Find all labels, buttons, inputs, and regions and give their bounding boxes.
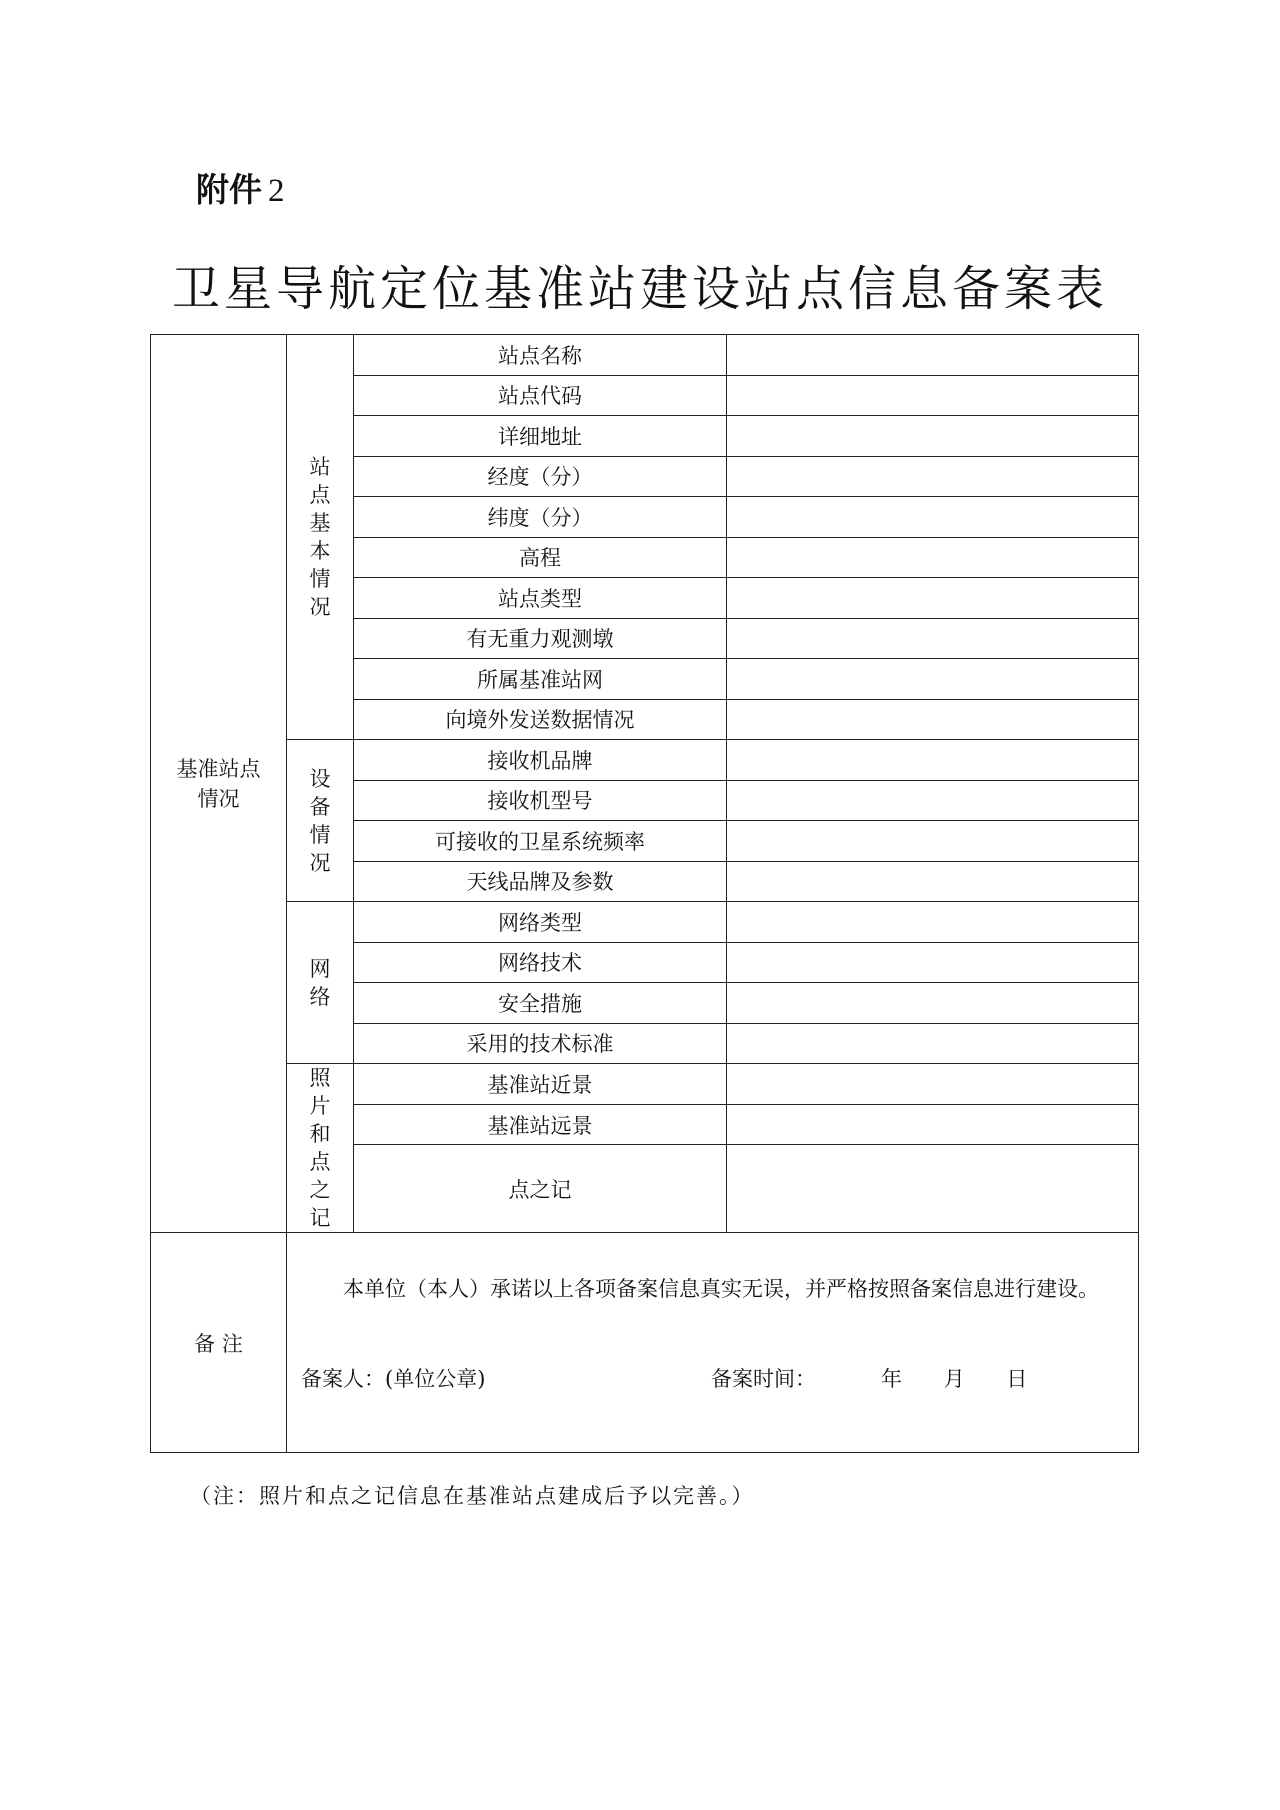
item-value-cell[interactable]: [727, 699, 1139, 740]
promise-text: 本单位（本人）承诺以上各项备案信息真实无误，并严格按照备案信息进行建设。: [343, 1277, 1099, 1301]
item-label: 站点类型: [354, 578, 727, 619]
item-label: 安全措施: [354, 983, 727, 1024]
item-label: 可接收的卫星系统频率: [354, 821, 727, 862]
remarks-label: 备 注: [194, 1331, 243, 1356]
item-value-cell[interactable]: [727, 659, 1139, 700]
item-label: 接收机型号: [354, 780, 727, 821]
item-label: 纬度（分）: [354, 497, 727, 538]
item-label: 点之记: [354, 1145, 727, 1233]
item-value-cell[interactable]: [727, 537, 1139, 578]
item-label: 经度（分）: [354, 456, 727, 497]
item-value-cell[interactable]: [727, 1145, 1139, 1233]
month-label: 月: [943, 1367, 965, 1391]
item-value-cell[interactable]: [727, 497, 1139, 538]
item-label: 网络类型: [354, 902, 727, 943]
item-value-cell[interactable]: [727, 456, 1139, 497]
record-table-body: [151, 335, 1139, 1453]
item-value-cell[interactable]: [727, 1023, 1139, 1064]
item-value-cell[interactable]: [727, 578, 1139, 619]
filing-time-label: 备案时间：: [711, 1367, 816, 1391]
footnote: （注：照片和点之记信息在基准站点建成后予以完善。）: [190, 1484, 755, 1508]
group-label: 设备情况: [309, 766, 331, 875]
item-value-cell[interactable]: [727, 780, 1139, 821]
filer-label: 备案人：(单位公章): [301, 1367, 486, 1391]
item-value-cell[interactable]: [727, 1064, 1139, 1105]
group-label: 照片和点之记: [309, 1066, 331, 1230]
group-label: 站点基本情况: [309, 455, 331, 619]
attachment-label: [196, 164, 285, 211]
item-label: 网络技术: [354, 942, 727, 983]
item-label: 向境外发送数据情况: [354, 699, 727, 740]
item-value-cell[interactable]: [727, 861, 1139, 902]
item-label: 所属基准站网: [354, 659, 727, 700]
day-label: 日: [1006, 1367, 1028, 1391]
attachment-number: 2: [268, 173, 285, 209]
remarks-content-cell[interactable]: [287, 1233, 1139, 1453]
page-title: 卫星导航定位基准站建设站点信息备案表: [171, 261, 1108, 317]
item-value-cell[interactable]: [727, 335, 1139, 376]
outer-label: 基准站点情况: [176, 756, 261, 811]
attachment-text: 附件: [196, 170, 262, 209]
item-value-cell[interactable]: [727, 375, 1139, 416]
item-value-cell[interactable]: [727, 821, 1139, 862]
item-label: 天线品牌及参数: [354, 861, 727, 902]
item-label: 高程: [354, 537, 727, 578]
item-value-cell[interactable]: [727, 942, 1139, 983]
group-label-cell: [287, 902, 354, 1064]
item-label: 基准站近景: [354, 1064, 727, 1105]
item-label: 接收机品牌: [354, 740, 727, 781]
record-table: [150, 334, 1139, 1453]
item-label: 站点代码: [354, 375, 727, 416]
item-label: 有无重力观测墩: [354, 618, 727, 659]
item-label: 基准站远景: [354, 1104, 727, 1145]
item-label: 详细地址: [354, 416, 727, 457]
group-label-cell: [287, 740, 354, 902]
date-fields: [881, 1363, 1062, 1393]
item-label: 站点名称: [354, 335, 727, 376]
remarks-label-cell: [151, 1233, 287, 1453]
outer-label-cell: [151, 335, 287, 1233]
item-value-cell[interactable]: [727, 740, 1139, 781]
item-value-cell[interactable]: [727, 1104, 1139, 1145]
item-value-cell[interactable]: [727, 416, 1139, 457]
item-label: 采用的技术标准: [354, 1023, 727, 1064]
group-label-cell: [287, 335, 354, 740]
group-label-cell: [287, 1064, 354, 1233]
item-value-cell[interactable]: [727, 618, 1139, 659]
year-label: 年: [881, 1367, 902, 1391]
item-value-cell[interactable]: [727, 902, 1139, 943]
group-label: 网络: [309, 956, 331, 1009]
signature-line: [301, 1363, 1124, 1393]
item-value-cell[interactable]: [727, 983, 1139, 1024]
